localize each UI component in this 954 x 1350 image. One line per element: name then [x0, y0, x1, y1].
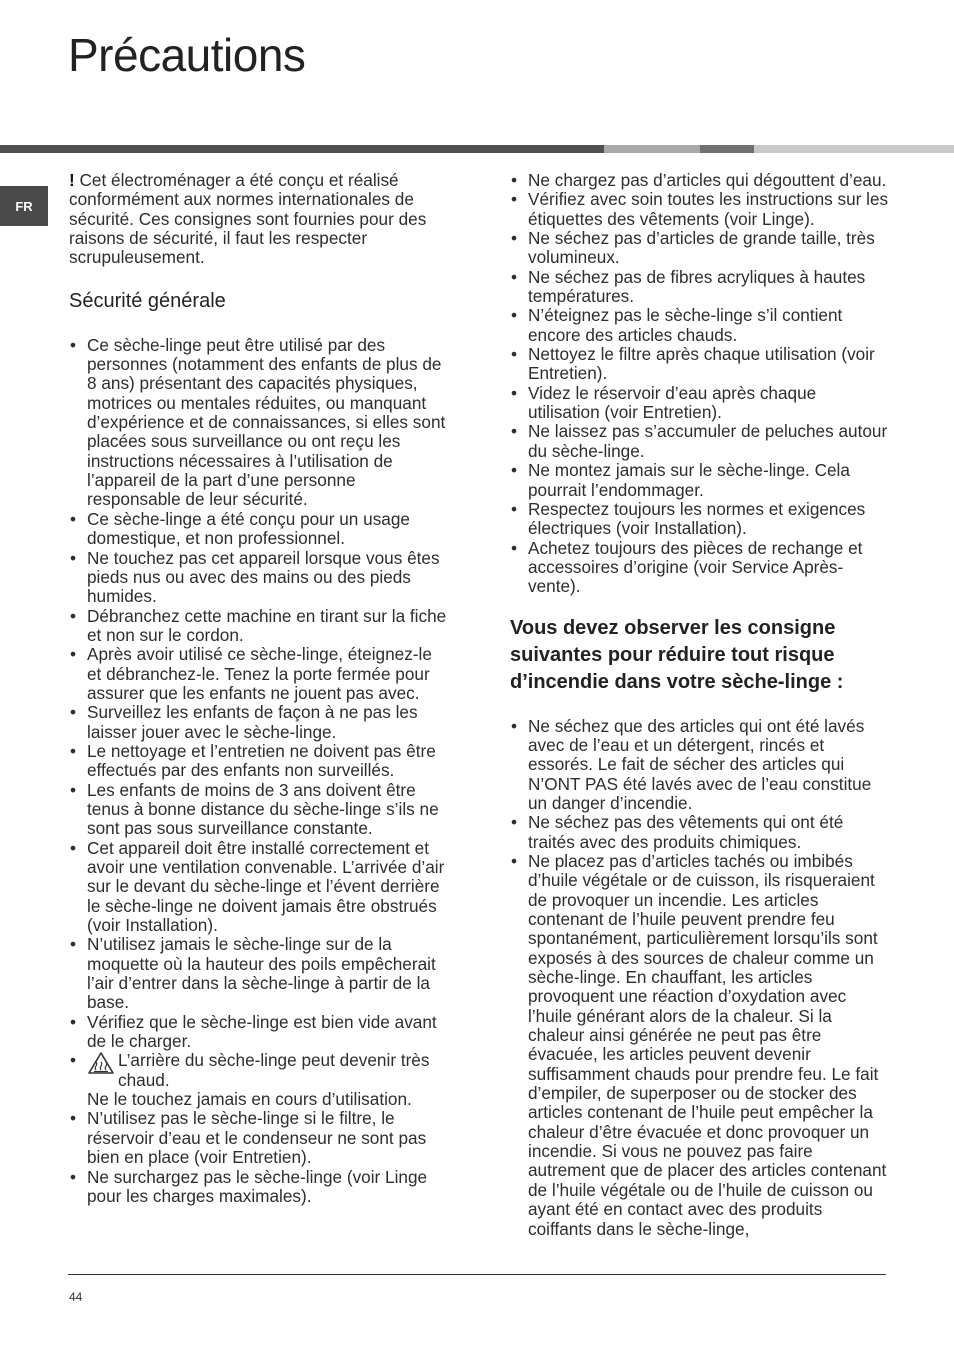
list-item: • Respectez toujours les normes et exigences électriques (voir Installation).: [510, 500, 890, 539]
list-item: • Ne séchez pas de fibres acryliques à hautes températures.: [510, 268, 890, 307]
list-item: • Débranchez cette machine en tirant sur la fiche et non sur le cordon.: [69, 607, 449, 646]
hot-surface-text: Ne le touchez jamais en cours d’utilisation.: [87, 1089, 412, 1110]
list-item: • Ne séchez pas d’articles de grande taille, très volumineux.: [510, 229, 890, 268]
warning-marker: !: [69, 170, 75, 190]
list-item: • Vérifiez avec soin toutes les instructions sur les étiquettes des vêtements (voir Linge).: [510, 190, 890, 229]
fire-risk-list: [510, 717, 890, 1239]
list-item: • Ne séchez que des articles qui ont été lavés avec de l’eau et un détergent, rincés et essorés. Le fait de sécher des articles qui N’ONT PAS été lavés avec de l’eau constitue un danger d’incendie.: [510, 717, 890, 814]
general-safety-list: [69, 336, 449, 1206]
intro-paragraph: [69, 171, 449, 268]
list-item: • Ne placez pas d’articles tachés ou imbibés d’huile végétale or de cuisson, ils risqueraient de provoquer un incendie. Les articles contenant de l’huile peuvent prendre feu spontanément, particulièrement lorsqu’ils sont exposés à des sources de chaleur comme un sèche-linge. En chauffant, les articles provoquent une réaction d’oxydation avec l’huile générant alors de la chaleur. Si la chaleur ainsi générée ne peut pas être évacuée, les articles peuvent devenir suffisamment chauds pour prendre feu. Le fait d’empiler, de superposer ou de stocker des articles contenant de l’huile peut empêcher la chaleur d’être évacuée et donc provoquer un incendie. Si vous ne pouvez pas faire autrement que de placer des articles contenant de l’huile végétale ou de l’huile de cuisson ou ayant été en contact avec des produits coiffants dans le sèche-linge,: [510, 852, 890, 1239]
list-item: • Ne chargez pas d’articles qui dégouttent d’eau.: [510, 171, 890, 190]
general-safety-heading: Sécurité générale: [69, 289, 226, 312]
footer-rule: [68, 1274, 886, 1275]
list-item: • Ce sèche-linge peut être utilisé par des personnes (notamment des enfants de plus de 8 ans) présentant des capacités physiques, motrices ou mentales réduites, ou manquant d’expérience et de connaissances, si elles sont placées sous surveillance ou ont reçu les instructions nécessaires à l’utilisation de l’appareil de la part d’une personne responsable de leur sécurité.: [69, 336, 449, 510]
header-band-lightest: [754, 145, 954, 153]
fire-risk-heading: Vous devez observer les consigne suivantes pour réduire tout risque d’incendie dans votre sèche-linge :: [510, 616, 844, 693]
list-item: • Les enfants de moins de 3 ans doivent être tenus à bonne distance du sèche-linge s’ils ne sont pas sous surveillance constante.: [69, 781, 449, 839]
list-item: • Ne séchez pas des vêtements qui ont été traités avec des produits chimiques.: [510, 813, 890, 852]
page-title: Précautions: [68, 29, 306, 81]
list-item: • Ne touchez pas cet appareil lorsque vous êtes pieds nus ou avec des mains ou des pieds humides.: [69, 549, 449, 607]
list-item: • Le nettoyage et l’entretien ne doivent pas être effectués par des enfants non surveillés.: [69, 742, 449, 781]
list-item: • N’utilisez jamais le sèche-linge sur de la moquette où la hauteur des poils empêcherait l’air d’entrer dans la sèche-linge à partir de la base.: [69, 935, 449, 1012]
left-column: [69, 171, 449, 1206]
language-tab: FR: [0, 186, 48, 226]
precautions-list-continued: [510, 171, 890, 597]
list-item: • Ne montez jamais sur le sèche-linge. Cela pourrait l’endommager.: [510, 461, 890, 500]
list-item: • Vérifiez que le sèche-linge est bien vide avant de le charger.: [69, 1013, 449, 1052]
list-item: • N’éteignez pas le sèche-linge s’il contient encore des articles chauds.: [510, 306, 890, 345]
list-item: • Surveillez les enfants de façon à ne pas les laisser jouer avec le sèche-linge.: [69, 703, 449, 742]
intro-text: Cet électroménager a été conçu et réalisé conformément aux normes internationales de sécurité. Ces consignes sont fournies pour des raisons de sécurité, il faut les respecter scrupuleusement.: [69, 170, 427, 268]
list-item: • Videz le réservoir d’eau après chaque utilisation (voir Entretien).: [510, 384, 890, 423]
list-item: • Nettoyez le filtre après chaque utilisation (voir Entretien).: [510, 345, 890, 384]
header-band-dark: [0, 145, 604, 153]
list-item: • Achetez toujours des pièces de rechange et accessoires d’origine (voir Service Après-vente).: [510, 539, 890, 597]
right-column: [510, 171, 890, 1239]
hot-surface-lead-text: • L’arrière du sèche-linge peut devenir très chaud.: [118, 1050, 430, 1090]
list-item: • Ne surchargez pas le sèche-linge (voir Linge pour les charges maximales).: [69, 1168, 449, 1207]
list-item: • Cet appareil doit être installé correctement et avoir une ventilation convenable. L’arrivée d’air sur le devant du sèche-linge et l’évent derrière le sèche-linge ne doivent jamais être obstrués (voir Installation).: [69, 839, 449, 936]
list-item: • N’utilisez pas le sèche-linge si le filtre, le réservoir d’eau et le condenseur ne sont pas bien en place (voir Entretien).: [69, 1109, 449, 1167]
header-band-mid: [700, 145, 754, 153]
list-item: • Ce sèche-linge a été conçu pour un usage domestique, et non professionnel.: [69, 510, 449, 549]
hot-surface-lead: [87, 1051, 449, 1090]
list-item: • Ne laissez pas s’accumuler de peluches autour du sèche-linge.: [510, 422, 890, 461]
page-number: 44: [69, 1290, 83, 1304]
header-band-light: [604, 145, 700, 153]
hot-surface-warning-icon: [87, 1051, 115, 1075]
hot-surface-item: [69, 1051, 449, 1109]
list-item: • Après avoir utilisé ce sèche-linge, éteignez-le et débranchez-le. Tenez la porte fermée pour assurer que les enfants ne jouent pas avec.: [69, 645, 449, 703]
